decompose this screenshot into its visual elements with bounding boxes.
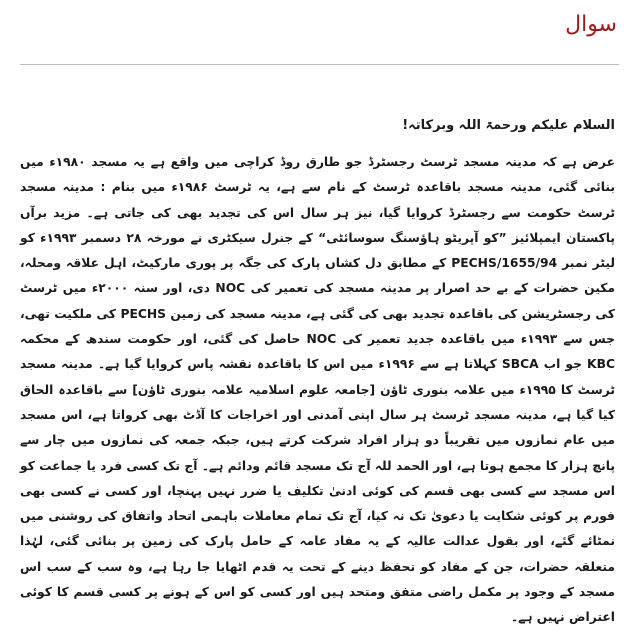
section-heading: سوال xyxy=(565,12,617,37)
question-body: عرض ہے کہ مدینہ مسجد ٹرسٹ رجسٹرڈ جو طارق روڈ کراچی میں واقع ہے یہ مسجد ۱۹۸۰ء میں بنائی گئی، مدینہ مسجد باقاعدہ ٹرسٹ کے نام سے ہے، یہ ٹرسٹ ۱۹۸۶ء میں بنام : مدینہ مسجد ٹرسٹ حکومت سے رجسٹرڈ کروایا گیا، نیز ہر سال اس کی تجدید بھی کی جاتی ہے۔ مزید برآں پاکستان ایمپلائیز ”کو آپریٹو ہاؤسنگ سوسائٹی“ کے جنرل سیکٹری نے مورخہ ۲۸ دسمبر ۱۹۹۳ء کو لیٹر نمبر PECHS/1655/94 کے مطابق دل کشاں پارک کی جگہ پر پوری مارکیٹ، اہل علاقہ ومحلہ، مکین حضرات کے بے حد اصرار پر مدینہ مسجد کی تعمیر کی NOC دی، اور سنہ ۲۰۰۰ء میں ٹرسٹ کی رجسٹریشن کی باقاعدہ تجدید بھی کی گئی ہے، مدینہ مسجد کی زمین PECHS کی ملکیت تھی، جس سے ۱۹۹۳ء میں باقاعدہ جدید تعمیر کی NOC حاصل کی گئی، اور حکومت سندھ کے محکمہ KBC جو اب SBCA کہلاتا ہے سے ۱۹۹۶ء میں اس کا باقاعدہ نقشہ پاس کروایا گیا ہے۔ مدینہ مسجد ٹرسٹ کا ۱۹۹۵ء میں علامہ بنوری ٹاؤن [جامعہ علوم اسلامیہ علامہ بنوری ٹاؤن] سے باقاعدہ الحاق کیا گیا ہے، مدینہ مسجد ٹرسٹ ہر سال اپنی آمدنی اور اخراجات کا آڈٹ بھی کرواتا ہے، اس مسجد میں عام نمازوں میں تقریباً دو ہزار افراد شرکت کرتے ہیں، جبکہ جمعہ کی نمازوں میں چار سے پانچ ہزار کا مجمع ہوتا ہے، اور الحمد للہ آج تک مسجد قائم ودائم ہے۔ آج تک کسی فرد یا جماعت کو اس مسجد سے کسی بھی قسم کی کوئی ادنیٰ تکلیف یا ضرر نہیں پہنچا، اور کسی نے کسی بھی فورم پر کوئی شکایت یا دعویٰ تک نہ کیا، آج تک تمام معاملات باہمی اتحاد واتفاق کی روشنی میں نمٹائے گئے، اور بقول عدالت عالیہ کے یہ مفاد عامہ کے حامل پارک کی زمین پر بنائی گئی، لہٰذا متعلقہ حضرات، جن کے مفاد کو تحفظ دینے کے تحت یہ قدم اٹھایا جا رہا ہے، وہ سب کے سب اس مسجد کے وجود پر مکمل راضی متفق ومتحد ہیں اور کسی کو اس کے ہونے پر کسی قسم کا کوئی اعتراض نہیں ہے۔ xyxy=(20,155,615,625)
heading-divider xyxy=(20,64,619,65)
greeting-line: السلام علیکم ورحمۃ اللہ وبرکاتہ! xyxy=(402,118,615,133)
